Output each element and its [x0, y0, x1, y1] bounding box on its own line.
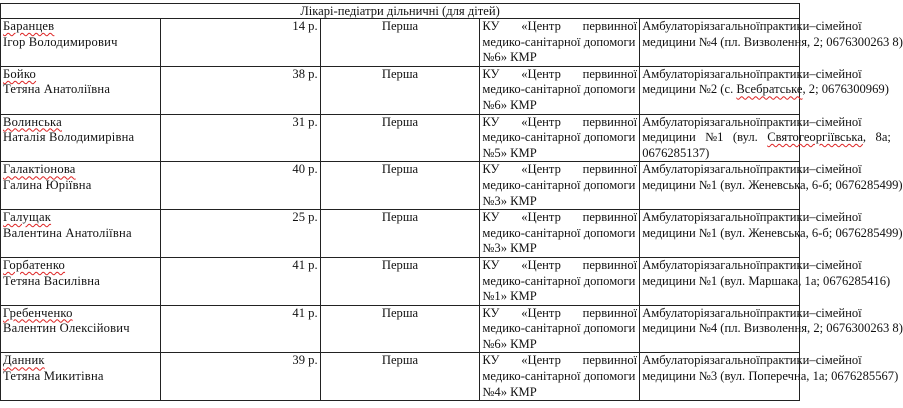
organization-line-3: №3» КМР — [482, 241, 537, 256]
word: КУ — [482, 162, 500, 177]
word: – — [809, 66, 816, 81]
doctor-given-name: Валентина Анатоліївна — [3, 225, 132, 240]
word: «Центр — [521, 162, 561, 177]
location-line-2: медицини №4 (пл. Визволення, 2; 0676300263 8) — [642, 321, 903, 336]
word: загальної — [709, 162, 760, 177]
organization-cell — [480, 19, 640, 67]
section-title: Лікарі-педіатри дільничні (для дітей) — [1, 4, 800, 19]
location-cell — [640, 305, 903, 353]
word: практики — [759, 210, 810, 225]
word: первинної — [582, 19, 638, 33]
word: сімейної — [815, 162, 862, 177]
location-line-1 — [642, 257, 862, 274]
organization-cell — [480, 305, 640, 353]
category-cell: Перша — [320, 19, 480, 67]
organization-line-2: медико-санітарної допомоги — [482, 34, 636, 49]
experience-cell: 38 р. — [160, 66, 320, 114]
organization-line-3: №5» КМР — [482, 145, 537, 160]
word: загальної — [709, 257, 760, 272]
organization-line-1 — [482, 210, 637, 226]
experience-cell: 31 р. — [160, 114, 320, 162]
doctor-surname: Гребенченко — [3, 305, 73, 320]
word: Амбулаторія — [642, 114, 710, 129]
organization-line-1 — [482, 353, 637, 369]
doctor-given-name: Наталія Володимирівна — [3, 130, 135, 145]
word: КУ — [482, 210, 500, 225]
location-line-1 — [642, 114, 862, 131]
organization-line-3: №6» КМР — [482, 50, 537, 65]
doctor-surname: Галущак — [3, 210, 52, 225]
organization-line-1 — [482, 67, 637, 83]
location-line-1 — [642, 353, 862, 369]
word: КУ — [482, 353, 500, 368]
word: Амбулаторія — [642, 305, 710, 320]
word: практики — [759, 114, 810, 129]
experience-cell: 41 р. — [160, 257, 320, 305]
doctor-given-name: Тетяна Василівна — [3, 273, 100, 288]
word: – — [809, 353, 816, 368]
word: практики — [759, 305, 810, 320]
doctors-table — [0, 3, 903, 401]
word: КУ — [482, 305, 500, 320]
experience-cell: 14 р. — [160, 19, 320, 67]
word: «Центр — [521, 210, 561, 225]
word: практики — [759, 353, 810, 368]
word: «Центр — [521, 19, 561, 33]
doctor-given-name: Ігор Володимирович — [3, 34, 118, 49]
word: КУ — [482, 114, 500, 129]
word: – — [809, 162, 816, 177]
doctor-given-name: Галина Юріївна — [3, 177, 92, 192]
doctor-name-cell — [1, 353, 161, 401]
word: – — [809, 210, 816, 225]
category-cell: Перша — [320, 66, 480, 114]
location-cell — [640, 210, 903, 258]
word: сімейної — [815, 305, 862, 320]
organization-line-3: №6» КМР — [482, 97, 537, 112]
experience-cell: 39 р. — [160, 353, 320, 401]
location-cell — [640, 66, 889, 114]
doctor-surname: Баранцев — [3, 19, 55, 33]
word: первинної — [582, 66, 638, 81]
doctor-name-cell — [1, 162, 161, 210]
doctor-surname: Галактіонова — [3, 162, 76, 177]
location-line-1 — [642, 66, 862, 83]
category-cell: Перша — [320, 162, 480, 210]
underlined-placename: Всебратське — [736, 82, 803, 97]
location-line-2: медицини №1 (вул. Святогеоргіївська, 8а; — [642, 130, 891, 145]
organization-line-2: медико-санітарної допомоги — [482, 130, 636, 145]
location-line-2: медицини №3 (вул. Поперечна, 1а; 0676285567) — [642, 369, 899, 384]
word: практики — [759, 19, 810, 33]
doctor-name-cell — [1, 257, 161, 305]
doctor-surname: Горбатенко — [3, 257, 66, 272]
doctors-table-body — [1, 4, 903, 401]
doctor-row — [1, 19, 800, 67]
location-line-2: медицини №1 (вул. Женевська, 6-б; 0676285499) — [642, 225, 903, 240]
word: первинної — [582, 305, 638, 320]
experience-cell: 40 р. — [160, 162, 320, 210]
organization-line-2: медико-санітарної допомоги — [482, 321, 636, 336]
doctor-name-cell — [1, 305, 161, 353]
doctor-row — [1, 114, 800, 162]
word: «Центр — [521, 114, 561, 129]
word: – — [809, 114, 816, 129]
organization-line-3: №3» КМР — [482, 193, 537, 208]
word: «Центр — [521, 353, 561, 368]
word: КУ — [482, 66, 500, 81]
word: КУ — [482, 257, 500, 272]
doctor-row — [1, 66, 800, 114]
organization-cell — [480, 162, 640, 210]
organization-cell — [480, 353, 640, 401]
section-header-row — [1, 4, 800, 19]
word: загальної — [709, 210, 760, 225]
doctor-name-cell — [1, 210, 161, 258]
organization-line-3: №1» КМР — [482, 289, 537, 304]
doctor-given-name: Тетяна Микитівна — [3, 369, 104, 384]
location-cell — [640, 353, 899, 401]
category-cell: Перша — [320, 305, 480, 353]
doctor-row — [1, 353, 800, 401]
word: загальної — [709, 19, 760, 33]
word: Амбулаторія — [642, 19, 710, 33]
word: Амбулаторія — [642, 353, 710, 368]
organization-line-1 — [482, 115, 637, 131]
location-line-2: медицини №4 (пл. Визволення, 2; 0676300263 8) — [642, 34, 903, 49]
underlined-placename: Святогеоргіївська — [767, 130, 863, 145]
location-line-1 — [642, 19, 862, 35]
organization-line-2: медико-санітарної допомоги — [482, 82, 636, 97]
word: первинної — [582, 353, 638, 368]
category-cell: Перша — [320, 353, 480, 401]
organization-line-3: №6» КМР — [482, 336, 537, 351]
location-line-1 — [642, 305, 862, 322]
doctor-row — [1, 305, 800, 353]
experience-cell: 41 р. — [160, 305, 320, 353]
location-cell — [640, 19, 903, 67]
category-cell: Перша — [320, 114, 480, 162]
location-line-1 — [642, 210, 862, 226]
organization-cell — [480, 210, 640, 258]
word: Амбулаторія — [642, 162, 710, 177]
word: «Центр — [521, 257, 561, 272]
organization-line-1 — [482, 306, 637, 322]
location-line-2: медицини №1 (вул. Маршака, 1а; 0676285416) — [642, 273, 891, 288]
organization-line-1 — [482, 258, 637, 274]
doctor-given-name: Тетяна Анатоліївна — [3, 82, 111, 97]
word: Амбулаторія — [642, 210, 710, 225]
organization-line-2: медико-санітарної допомоги — [482, 177, 636, 192]
doctor-row — [1, 257, 800, 305]
word: сімейної — [815, 353, 862, 368]
doctor-given-name: Валентин Олексійович — [3, 321, 130, 336]
location-cell — [640, 257, 891, 305]
word: – — [809, 19, 816, 33]
word: практики — [759, 66, 810, 81]
doctor-surname: Данник — [3, 353, 45, 368]
organization-line-1 — [482, 162, 637, 178]
organization-line-2: медико-санітарної допомоги — [482, 273, 636, 288]
word: – — [809, 305, 816, 320]
word: «Центр — [521, 305, 561, 320]
doctor-name-cell — [1, 114, 161, 162]
organization-cell — [480, 114, 640, 162]
word: загальної — [709, 114, 760, 129]
organization-line-2: медико-санітарної допомоги — [482, 369, 636, 384]
word: «Центр — [521, 66, 561, 81]
doctor-surname: Бойко — [3, 66, 37, 81]
word: Амбулаторія — [642, 257, 710, 272]
location-line-1 — [642, 162, 862, 178]
location-line-3: 0676285137) — [642, 145, 710, 160]
experience-cell: 25 р. — [160, 210, 320, 258]
word: – — [809, 257, 816, 272]
category-cell: Перша — [320, 257, 480, 305]
word: КУ — [482, 19, 500, 33]
category-cell: Перша — [320, 210, 480, 258]
location-line-2: медицини №1 (вул. Женевська, 6-б; 0676285499) — [642, 177, 903, 192]
word: сімейної — [815, 19, 862, 33]
word: загальної — [709, 353, 760, 368]
word: первинної — [582, 114, 638, 129]
word: сімейної — [815, 210, 862, 225]
word: сімейної — [815, 257, 862, 272]
word: первинної — [582, 162, 638, 177]
organization-line-3: №4» КМР — [482, 384, 537, 399]
doctor-row — [1, 210, 800, 258]
doctor-name-cell — [1, 19, 161, 67]
location-line-2: медицини №2 (с. Всебратське, 2; 0676300969) — [642, 82, 889, 97]
location-cell — [640, 114, 891, 162]
word: сімейної — [815, 66, 862, 81]
doctor-row — [1, 162, 800, 210]
word: загальної — [709, 305, 760, 320]
word: первинної — [582, 210, 638, 225]
location-cell — [640, 162, 903, 210]
word: Амбулаторія — [642, 66, 710, 81]
word: сімейної — [815, 114, 862, 129]
doctor-name-cell — [1, 66, 161, 114]
doctor-surname: Волинська — [3, 114, 62, 129]
organization-line-1 — [482, 19, 637, 35]
organization-line-2: медико-санітарної допомоги — [482, 225, 636, 240]
word: практики — [759, 257, 810, 272]
organization-cell — [480, 257, 640, 305]
word: первинної — [582, 257, 638, 272]
organization-cell — [480, 66, 640, 114]
word: практики — [759, 162, 810, 177]
word: загальної — [709, 66, 760, 81]
